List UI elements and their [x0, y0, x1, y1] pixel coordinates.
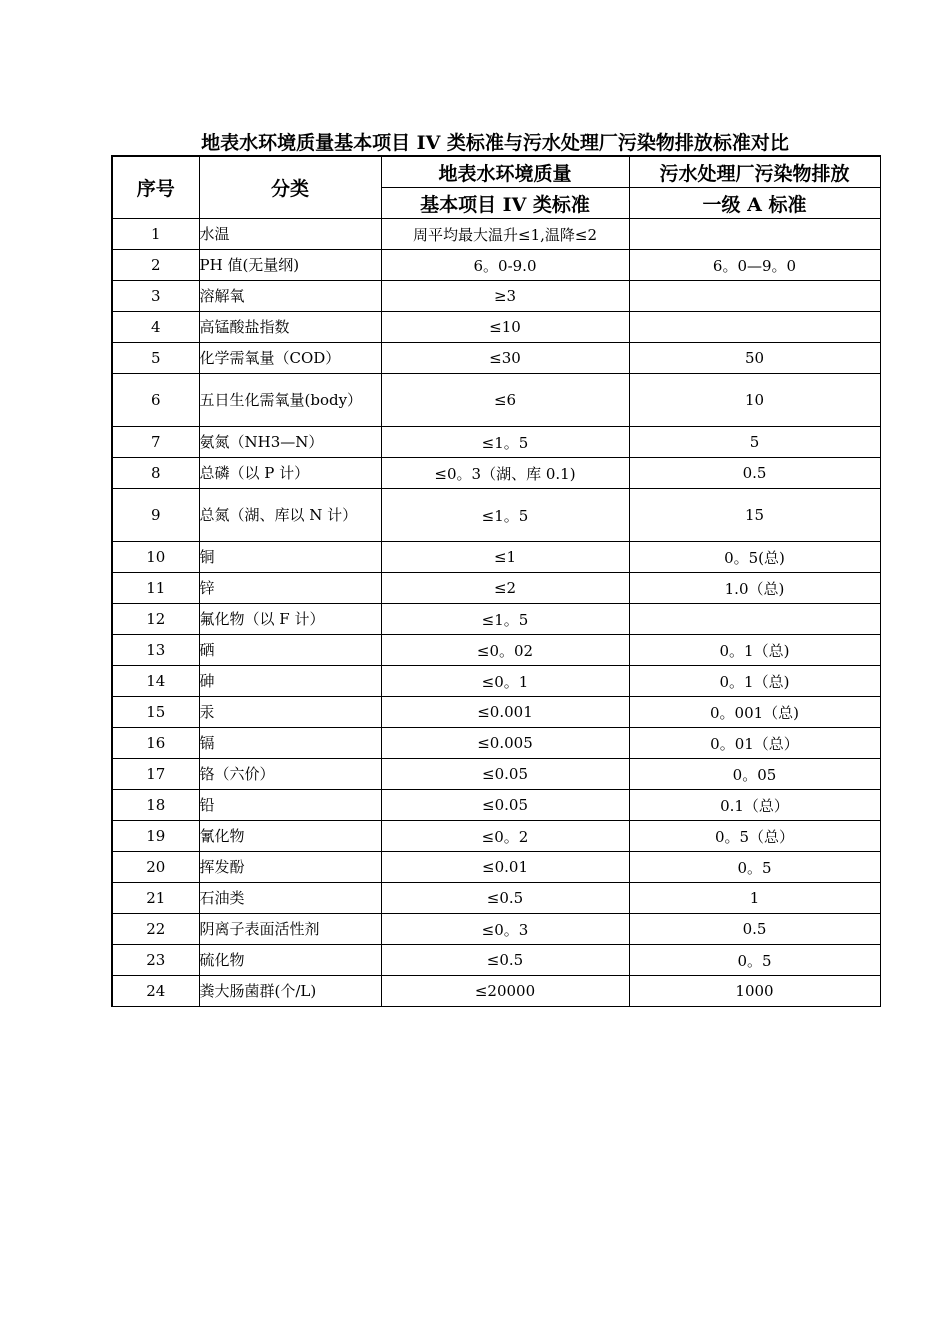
row-discharge-standard: 0。01（总） — [629, 728, 880, 759]
header-discharge-line1: 污水处理厂污染物排放 — [629, 156, 880, 188]
row-category: 五日生化需氧量(body） — [199, 374, 381, 427]
table-row — [112, 458, 880, 489]
row-category: 锌 — [199, 573, 381, 604]
row-discharge-standard: 50 — [629, 343, 880, 374]
table-row — [112, 573, 880, 604]
row-discharge-standard: 6。0—9。0 — [629, 250, 880, 281]
row-number: 7 — [112, 427, 199, 458]
row-surface-standard: ≤0。1 — [381, 666, 629, 697]
row-category: 粪大肠菌群(个/L) — [199, 976, 381, 1007]
row-number: 24 — [112, 976, 199, 1007]
row-surface-standard: ≤1。5 — [381, 604, 629, 635]
row-number: 19 — [112, 821, 199, 852]
header-category: 分类 — [199, 156, 381, 219]
table-row — [112, 250, 880, 281]
table-row — [112, 427, 880, 458]
table-row — [112, 883, 880, 914]
row-surface-standard: ≤1。5 — [381, 427, 629, 458]
row-discharge-standard: 1000 — [629, 976, 880, 1007]
row-discharge-standard: 0。5(总) — [629, 542, 880, 573]
table-row — [112, 914, 880, 945]
row-surface-standard: ≤0.05 — [381, 790, 629, 821]
table-row — [112, 374, 880, 427]
table-row — [112, 852, 880, 883]
table-row — [112, 281, 880, 312]
table-body — [112, 219, 880, 1007]
row-number: 21 — [112, 883, 199, 914]
row-surface-standard: ≤0。3 — [381, 914, 629, 945]
row-surface-standard: ≤0。02 — [381, 635, 629, 666]
row-surface-standard: ≤1 — [381, 542, 629, 573]
row-discharge-standard: 15 — [629, 489, 880, 542]
row-discharge-standard — [629, 219, 880, 250]
table-row — [112, 312, 880, 343]
row-discharge-standard: 0。001（总) — [629, 697, 880, 728]
row-number: 17 — [112, 759, 199, 790]
table-row — [112, 635, 880, 666]
row-category: 石油类 — [199, 883, 381, 914]
row-category: 镉 — [199, 728, 381, 759]
table-row — [112, 790, 880, 821]
row-category: 高锰酸盐指数 — [199, 312, 381, 343]
row-surface-standard: ≤0.5 — [381, 883, 629, 914]
row-discharge-standard — [629, 312, 880, 343]
table-row — [112, 343, 880, 374]
row-number: 20 — [112, 852, 199, 883]
row-surface-standard: ≤10 — [381, 312, 629, 343]
table-row — [112, 697, 880, 728]
row-surface-standard: ≤2 — [381, 573, 629, 604]
table-row — [112, 976, 880, 1007]
row-category: 砷 — [199, 666, 381, 697]
row-number: 13 — [112, 635, 199, 666]
row-discharge-standard: 0。5 — [629, 945, 880, 976]
row-category: 铬（六价） — [199, 759, 381, 790]
row-surface-standard: ≤0.5 — [381, 945, 629, 976]
row-number: 12 — [112, 604, 199, 635]
table-row — [112, 489, 880, 542]
row-category: 氨氮（NH3—N） — [199, 427, 381, 458]
row-surface-standard: ≤1。5 — [381, 489, 629, 542]
row-discharge-standard: 0.5 — [629, 458, 880, 489]
row-category: 阴离子表面活性剂 — [199, 914, 381, 945]
header-discharge-line2: 一级 A 标准 — [629, 188, 880, 219]
row-discharge-standard: 1 — [629, 883, 880, 914]
row-number: 8 — [112, 458, 199, 489]
row-surface-standard: ≤6 — [381, 374, 629, 427]
row-number: 4 — [112, 312, 199, 343]
row-surface-standard: 6。0-9.0 — [381, 250, 629, 281]
row-category: 硒 — [199, 635, 381, 666]
row-category: 化学需氧量（COD） — [199, 343, 381, 374]
row-number: 10 — [112, 542, 199, 573]
document-title: 地表水环境质量基本项目 IV 类标准与污水处理厂污染物排放标准对比 — [201, 132, 789, 154]
row-surface-standard: ≤0.05 — [381, 759, 629, 790]
row-discharge-standard: 1.0（总) — [629, 573, 880, 604]
row-number: 16 — [112, 728, 199, 759]
row-surface-standard: ≤0。2 — [381, 821, 629, 852]
row-category: 总磷（以 P 计） — [199, 458, 381, 489]
table-row — [112, 219, 880, 250]
table-row — [112, 604, 880, 635]
row-discharge-standard: 0.1（总） — [629, 790, 880, 821]
table-row — [112, 666, 880, 697]
row-discharge-standard: 0。5（总） — [629, 821, 880, 852]
row-discharge-standard: 0。1（总) — [629, 666, 880, 697]
row-category: 溶解氧 — [199, 281, 381, 312]
row-number: 9 — [112, 489, 199, 542]
row-category: 挥发酚 — [199, 852, 381, 883]
row-surface-standard: ≤0。3（湖、库 0.1) — [381, 458, 629, 489]
row-discharge-standard: 0。5 — [629, 852, 880, 883]
row-category: 硫化物 — [199, 945, 381, 976]
row-number: 18 — [112, 790, 199, 821]
row-category: 氰化物 — [199, 821, 381, 852]
row-number: 6 — [112, 374, 199, 427]
row-surface-standard: ≤0.01 — [381, 852, 629, 883]
row-number: 15 — [112, 697, 199, 728]
table-row — [112, 945, 880, 976]
standards-comparison-table — [111, 155, 881, 1007]
row-number: 5 — [112, 343, 199, 374]
row-category: 铜 — [199, 542, 381, 573]
header-surface-line1: 地表水环境质量 — [381, 156, 629, 188]
row-discharge-standard — [629, 604, 880, 635]
row-discharge-standard — [629, 281, 880, 312]
row-number: 2 — [112, 250, 199, 281]
row-surface-standard: ≥3 — [381, 281, 629, 312]
header-surface-line2: 基本项目 IV 类标准 — [381, 188, 629, 219]
row-discharge-standard: 0.5 — [629, 914, 880, 945]
row-surface-standard: ≤0.001 — [381, 697, 629, 728]
row-category: 总氮（湖、库以 N 计） — [199, 489, 381, 542]
row-number: 3 — [112, 281, 199, 312]
row-discharge-standard: 10 — [629, 374, 880, 427]
row-number: 22 — [112, 914, 199, 945]
row-category: 铅 — [199, 790, 381, 821]
row-category: 氟化物（以 F 计） — [199, 604, 381, 635]
row-surface-standard: ≤20000 — [381, 976, 629, 1007]
row-discharge-standard: 5 — [629, 427, 880, 458]
table-row — [112, 759, 880, 790]
table-row — [112, 542, 880, 573]
header-no: 序号 — [112, 156, 199, 219]
row-category: 水温 — [199, 219, 381, 250]
row-number: 23 — [112, 945, 199, 976]
row-category: 汞 — [199, 697, 381, 728]
row-surface-standard: ≤30 — [381, 343, 629, 374]
row-number: 14 — [112, 666, 199, 697]
row-number: 1 — [112, 219, 199, 250]
row-discharge-standard: 0。1（总) — [629, 635, 880, 666]
row-discharge-standard: 0。05 — [629, 759, 880, 790]
row-category: PH 值(无量纲) — [199, 250, 381, 281]
row-surface-standard: ≤0.005 — [381, 728, 629, 759]
table-row — [112, 728, 880, 759]
table-row — [112, 821, 880, 852]
row-number: 11 — [112, 573, 199, 604]
row-surface-standard: 周平均最大温升≤1,温降≤2 — [381, 219, 629, 250]
